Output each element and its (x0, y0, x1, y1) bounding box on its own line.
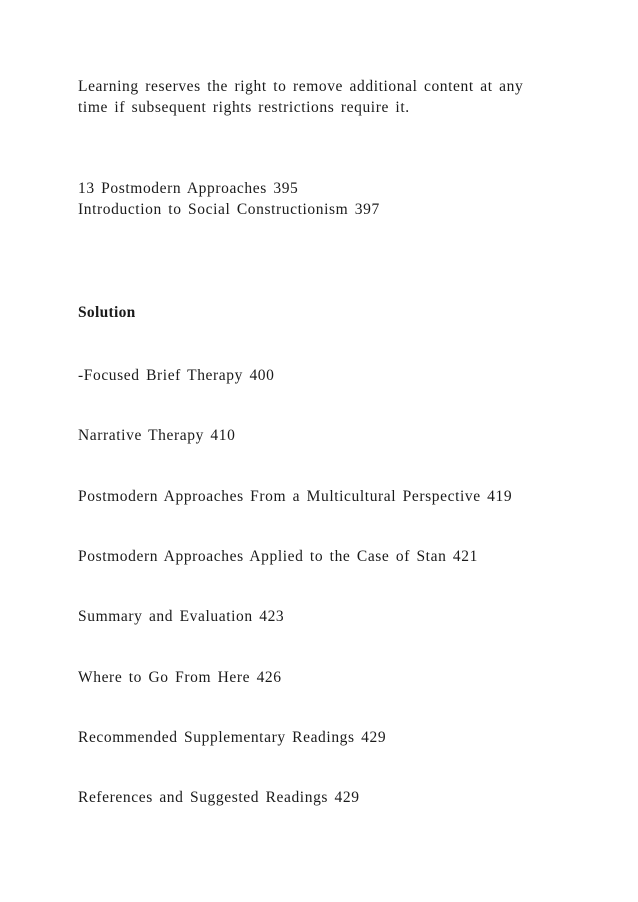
toc-entry: Summary and Evaluation 423 (78, 608, 285, 625)
chapter-intro-entry: Introduction to Social Constructionism 397 (78, 201, 380, 218)
toc-entry: References and Suggested Readings 429 (78, 789, 360, 806)
toc-entry: Where to Go From Here 426 (78, 669, 282, 686)
toc-entry: Postmodern Approaches Applied to the Case of Stan 421 (78, 548, 478, 565)
toc-entry: Recommended Supplementary Readings 429 (78, 729, 387, 746)
toc-entry: -Focused Brief Therapy 400 (78, 367, 275, 384)
chapter-title: 13 Postmodern Approaches 395 (78, 180, 299, 197)
rights-notice-line-1: Learning reserves the right to remove additional content at any (78, 78, 524, 95)
section-heading: Solution (78, 304, 136, 321)
toc-entry: Postmodern Approaches From a Multicultural Perspective 419 (78, 488, 513, 505)
rights-notice-line-2: time if subsequent rights restrictions require it. (78, 99, 410, 116)
toc-entry: Narrative Therapy 410 (78, 427, 236, 444)
